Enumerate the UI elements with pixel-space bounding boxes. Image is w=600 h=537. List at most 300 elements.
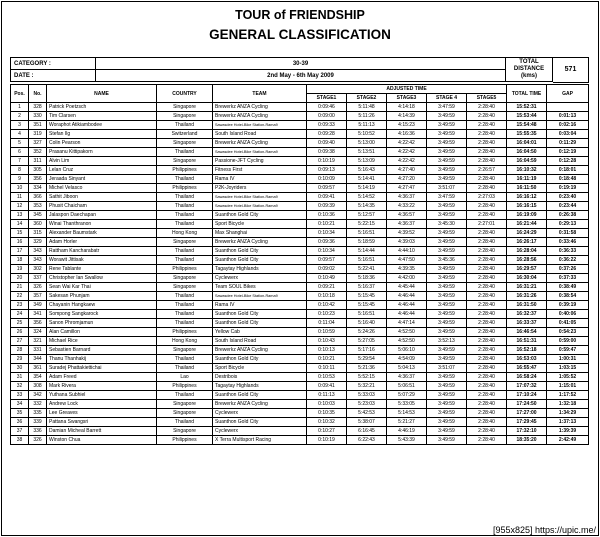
rider-name: Sathit Jiboon [47,193,157,202]
team: Sport Bicycle [213,220,307,229]
stage1-time: 0:10:13 [307,346,347,355]
rider-name: Andrew Lock [47,400,157,409]
results-body [11,103,589,445]
gap: 0:54:23 [547,328,589,337]
rider-name: Lelan Cruz [47,166,157,175]
total-time: 15:55:35 [507,130,547,139]
total-time: 16:46:54 [507,328,547,337]
rider-no: 335 [29,409,47,418]
stage4-time: 3:49:59 [427,400,467,409]
stage5-time: 2:28:40 [467,247,507,256]
total-time: 17:27:00 [507,409,547,418]
gap: 0:23:40 [547,193,589,202]
country: Thailand [157,391,213,400]
stage2-time: 5:18:36 [347,274,387,283]
pos: 6 [11,148,29,157]
stage3-time: 4:47:14 [387,319,427,328]
country: Singapore [157,112,213,121]
table-row [11,382,589,391]
total-time: 16:52:18 [507,346,547,355]
total-time: 15:53:44 [507,112,547,121]
stage3-time: 4:44:10 [387,247,427,256]
pos: 17 [11,247,29,256]
stage2-time: 5:14:44 [347,247,387,256]
pos: 8 [11,166,29,175]
total-time: 16:58:24 [507,373,547,382]
stage5-time: 2:28:40 [467,301,507,310]
stage3-time: 4:27:47 [387,184,427,193]
rider-no: 357 [29,292,47,301]
stage2-time: 5:33:03 [347,391,387,400]
table-row [11,301,589,310]
watermark: [955x825] https://upic.me/ [492,525,596,535]
date-value: 2nd May - 6th May 2009 [96,70,506,82]
table-row [11,427,589,436]
gap: 0:11:29 [547,139,589,148]
stage2-time: 5:13:00 [347,139,387,148]
total-time: 15:52:31 [507,103,547,112]
stage5-time: 2:28:40 [467,346,507,355]
rider-name: Michel Velasco [47,184,157,193]
stage4-time: 3:49:59 [427,139,467,148]
country: Thailand [157,256,213,265]
stage5-time: 2:28:40 [467,238,507,247]
rider-name: Chayanin Hangkaew [47,301,157,310]
stage4-time: 3:49:59 [427,355,467,364]
stage3-time: 5:33:05 [387,400,427,409]
table-row [11,274,589,283]
stage1-time: 0:10:42 [307,301,347,310]
stage4-time: 3:49:59 [427,436,467,445]
rider-name: Alvin Lim [47,157,157,166]
table-row [11,121,589,130]
gap: 0:31:58 [547,229,589,238]
stage2-time: 6:22:43 [347,436,387,445]
stage5-time: 2:27:01 [467,220,507,229]
pos: 28 [11,346,29,355]
rider-no: 327 [29,139,47,148]
rider-name: Thanu Thanhakij [47,355,157,364]
stage1-time: 0:10:34 [307,229,347,238]
rider-no: 360 [29,220,47,229]
team: Cyclewerx [213,274,307,283]
rider-name: Alan Camillon [47,328,157,337]
stage3-time: 4:39:52 [387,229,427,238]
gap: 0:36:33 [547,247,589,256]
country: Hong Kong [157,229,213,238]
total-time: 17:24:50 [507,400,547,409]
stage5-time: 2:26:57 [467,166,507,175]
table-row [11,292,589,301]
team: Brewerkz ANZA Cycling [213,346,307,355]
rider-no: 352 [29,148,47,157]
stage2-time: 5:42:53 [347,409,387,418]
total-time: 16:31:21 [507,283,547,292]
pos: 15 [11,229,29,238]
team: South Island Road [213,130,307,139]
gap: 0:38:49 [547,283,589,292]
stage2-time: 5:14:52 [347,193,387,202]
stage2-time: 5:13:09 [347,157,387,166]
rider-name: Tim Clarsen [47,112,157,121]
rider-no: 349 [29,301,47,310]
rider-name: Stefan Ilg [47,130,157,139]
rider-no: 344 [29,355,47,364]
col-pos: Pos. [11,85,29,103]
table-row [11,202,589,211]
stage5-time: 2:28:40 [467,400,507,409]
stage4-time: 3:49:59 [427,247,467,256]
stage2-time: 6:16:45 [347,427,387,436]
stage4-time: 3:49:59 [427,382,467,391]
table-row [11,247,589,256]
total-time: 15:54:48 [507,121,547,130]
stage4-time: 3:49:59 [427,121,467,130]
stage4-time: 3:51:07 [427,184,467,193]
total-time: 16:24:29 [507,229,547,238]
stage4-time: 3:49:59 [427,265,467,274]
stage2-time: 5:38:07 [347,418,387,427]
stage1-time: 0:10:21 [307,220,347,229]
stage2-time: 5:16:40 [347,319,387,328]
country: Philippines [157,184,213,193]
stage1-time: 0:09:36 [307,238,347,247]
rider-no: 305 [29,166,47,175]
stage2-time: 5:23:03 [347,400,387,409]
team: Suanthon Gold City [213,211,307,220]
stage1-time: 0:10:36 [307,211,347,220]
rider-name: Patrick Poetzsch [47,103,157,112]
stage5-time: 2:28:40 [467,436,507,445]
stage2-time: 5:27:05 [347,337,387,346]
pos: 3 [11,121,29,130]
stage1-time: 0:09:39 [307,202,347,211]
col-team: TEAM [213,85,307,103]
rider-no: 315 [29,229,47,238]
gap: 0:23:44 [547,202,589,211]
gap: 0:37:26 [547,265,589,274]
table-row [11,229,589,238]
pos: 16 [11,238,29,247]
gap: 1:05:52 [547,373,589,382]
country: Singapore [157,409,213,418]
country: Thailand [157,211,213,220]
pos: 11 [11,193,29,202]
rider-no: 342 [29,391,47,400]
stage4-time: 3:49:59 [427,112,467,121]
gap: 1:32:18 [547,400,589,409]
stage5-time: 2:28:40 [467,130,507,139]
rider-name: Colin Pearson [47,139,157,148]
stage3-time: 4:39:35 [387,265,427,274]
table-row [11,112,589,121]
table-row [11,328,589,337]
stage3-time: 4:46:44 [387,310,427,319]
country: Singapore [157,427,213,436]
stage2-time: 5:13:51 [347,148,387,157]
total-time: 16:28:56 [507,256,547,265]
rider-no: 351 [29,121,47,130]
stage4-time: 3:49:59 [427,148,467,157]
page-subtitle: GENERAL CLASSIFICATION [209,27,391,42]
stage1-time: 0:10:11 [307,364,347,373]
stage5-time: 2:28:40 [467,319,507,328]
stage2-time: 5:16:43 [347,166,387,175]
country: Switzerland [157,130,213,139]
gap: 0:38:54 [547,292,589,301]
table-row [11,310,589,319]
stage3-time: 4:14:39 [387,112,427,121]
team: Brewerkz ANZA Cycling [213,112,307,121]
stage3-time: 4:46:44 [387,292,427,301]
team: Rama IV [213,175,307,184]
gap: 1:00:31 [547,355,589,364]
stage4-time: 3:49:59 [427,202,467,211]
team: Suanthon Gold City [213,310,307,319]
pos: 13 [11,211,29,220]
table-row [11,391,589,400]
country: Thailand [157,364,213,373]
stage4-time: 3:47:59 [427,193,467,202]
stage2-time: 5:16:51 [347,310,387,319]
stage3-time: 4:33:22 [387,202,427,211]
stage1-time: 0:10:35 [307,409,347,418]
stage3-time: 4:14:18 [387,103,427,112]
stage2-time: 5:17:16 [347,346,387,355]
gap: 0:40:06 [547,310,589,319]
stage1-time: 0:11:04 [307,319,347,328]
rider-name: Rattham Kancharabatr [47,247,157,256]
rider-name: Sebastien Barnard [47,346,157,355]
pos: 25 [11,319,29,328]
stage4-time: 3:45:30 [427,220,467,229]
pos: 5 [11,139,29,148]
stage3-time: 4:52:50 [387,328,427,337]
team: Brewerkz ANZA Cycling [213,103,307,112]
gap: 0:01:13 [547,112,589,121]
stage1-time: 0:11:13 [307,391,347,400]
stage2-time: 5:14:41 [347,175,387,184]
stage1-time: 0:09:40 [307,139,347,148]
stage2-time: 5:29:54 [347,355,387,364]
stage2-time: 5:32:21 [347,382,387,391]
table-row [11,364,589,373]
stage5-time: 2:28:40 [467,184,507,193]
country: Thailand [157,148,213,157]
stage1-time: 0:09:57 [307,184,347,193]
stage2-time: 5:22:41 [347,265,387,274]
rider-name: Jeraada Sinyant [47,175,157,184]
stage2-time: 5:14:19 [347,184,387,193]
team: Brewerkz ANZA Cycling [213,238,307,247]
table-row [11,400,589,409]
country: Philippines [157,436,213,445]
pos: 21 [11,283,29,292]
stage2-time: 5:16:51 [347,229,387,238]
col-stage1: STAGE1 [307,94,347,103]
total-distance-label: TOTAL DISTANCE (kms) [506,58,553,82]
rider-name: Phusit Chaicham [47,202,157,211]
stage5-time: 2:28:40 [467,418,507,427]
gap: 0:12:28 [547,157,589,166]
country: Philippines [157,265,213,274]
team: Suanthon Gold City [213,355,307,364]
gap: 2:42:49 [547,436,589,445]
gap: 0:33:46 [547,238,589,247]
stage3-time: 4:36:37 [387,193,427,202]
rider-no: 308 [29,382,47,391]
total-time: 16:16:12 [507,193,547,202]
gap: 0:39:19 [547,301,589,310]
total-time: 18:35:20 [507,436,547,445]
team: Cyclewerx [213,409,307,418]
team: Max Shanghai [213,229,307,238]
pos: 26 [11,328,29,337]
team: Tagaytay Highlands [213,382,307,391]
table-row [11,409,589,418]
rider-no: 334 [29,184,47,193]
rider-no: 353 [29,202,47,211]
stage5-time: 2:28:40 [467,283,507,292]
rider-name: Prasanu Kittipakorn [47,148,157,157]
stage3-time: 5:06:10 [387,346,427,355]
stage4-time: 3:49:59 [427,373,467,382]
total-time: 16:32:37 [507,310,547,319]
stage3-time: 4:36:57 [387,211,427,220]
stage1-time: 0:09:21 [307,283,347,292]
table-row [11,157,589,166]
table-row [11,238,589,247]
gap: 0:18:01 [547,166,589,175]
stage3-time: 4:22:42 [387,139,427,148]
stage4-time: 3:51:07 [427,364,467,373]
country: Singapore [157,103,213,112]
gap: 1:37:13 [547,418,589,427]
stage4-time: 3:52:13 [427,337,467,346]
pos: 22 [11,292,29,301]
stage4-time: 3:49:59 [427,175,467,184]
team: Sawasdee Hotel-Bike Station-Rama9 [213,202,307,211]
pos: 29 [11,355,29,364]
stage4-time: 3:49:59 [427,229,467,238]
team: Brewerkz ANZA Cycling [213,139,307,148]
table-row [11,193,589,202]
rider-no: 356 [29,319,47,328]
table-row [11,184,589,193]
rider-name: Winai Thanthranon [47,220,157,229]
stage3-time: 4:39:03 [387,238,427,247]
country: Lao [157,373,213,382]
stage3-time: 4:16:36 [387,130,427,139]
table-row [11,373,589,382]
stage5-time: 2:28:40 [467,292,507,301]
stage5-time: 2:28:40 [467,103,507,112]
rider-name: Winston Chua [47,436,157,445]
stage5-time: 2:28:40 [467,265,507,274]
gap: 0:37:33 [547,274,589,283]
rider-no: 332 [29,400,47,409]
stage5-time: 2:28:40 [467,364,507,373]
stage3-time: 4:36:37 [387,373,427,382]
gap [547,103,589,112]
total-time: 16:04:50 [507,148,547,157]
country: Thailand [157,202,213,211]
gap: 0:26:38 [547,211,589,220]
rider-no: 356 [29,175,47,184]
rider-name: Rene Tablante [47,265,157,274]
pos: 27 [11,337,29,346]
pos: 37 [11,427,29,436]
country: Singapore [157,400,213,409]
pos: 14 [11,220,29,229]
stage4-time: 3:49:59 [427,328,467,337]
table-row [11,139,589,148]
gap: 0:12:19 [547,148,589,157]
col-stage2: STAGE2 [347,94,387,103]
team: Destribois [213,373,307,382]
gap: 1:03:15 [547,364,589,373]
gap: 0:29:13 [547,220,589,229]
country: Thailand [157,418,213,427]
rider-name: Yuthana Subhiel [47,391,157,400]
team: Sawasdee Hotel-Bike Station-Rama9 [213,148,307,157]
stage4-time: 3:49:59 [427,283,467,292]
pos: 31 [11,373,29,382]
total-time: 16:55:47 [507,364,547,373]
team: Team SOUL Bikes [213,283,307,292]
team: Tagaytay Highlands [213,265,307,274]
pos: 1 [11,103,29,112]
stage4-time: 3:49:59 [427,427,467,436]
stage1-time: 0:10:32 [307,418,347,427]
rider-no: 328 [29,103,47,112]
pos: 9 [11,175,29,184]
stage3-time: 4:46:44 [387,301,427,310]
stage5-time: 2:27:03 [467,193,507,202]
total-time: 16:30:04 [507,274,547,283]
stage1-time: 0:10:09 [307,175,347,184]
stage1-time: 0:09:00 [307,112,347,121]
stage1-time: 0:10:18 [307,292,347,301]
pos: 2 [11,112,29,121]
gap: 1:17:52 [547,391,589,400]
total-time: 16:11:19 [507,175,547,184]
page-title: TOUR of FRIENDSHIP [235,8,365,22]
stage5-time: 2:28:40 [467,310,507,319]
stage5-time: 2:28:40 [467,229,507,238]
country: Thailand [157,319,213,328]
stage1-time: 0:10:59 [307,328,347,337]
pos: 4 [11,130,29,139]
rider-name: Jalaspon Daechapan [47,211,157,220]
team: Suanthon Gold City [213,391,307,400]
country: Singapore [157,238,213,247]
total-time: 16:31:26 [507,292,547,301]
stage3-time: 5:21:27 [387,418,427,427]
rider-no: 339 [29,418,47,427]
stage1-time: 0:09:46 [307,103,347,112]
stage4-time: 3:49:59 [427,409,467,418]
table-row [11,130,589,139]
table-row [11,265,589,274]
rider-no: 330 [29,112,47,121]
stage4-time: 3:49:59 [427,166,467,175]
stage5-time: 2:28:40 [467,409,507,418]
rider-no: 302 [29,265,47,274]
stage5-time: 2:28:40 [467,121,507,130]
stage3-time: 4:46:19 [387,427,427,436]
stage2-time: 5:14:35 [347,202,387,211]
